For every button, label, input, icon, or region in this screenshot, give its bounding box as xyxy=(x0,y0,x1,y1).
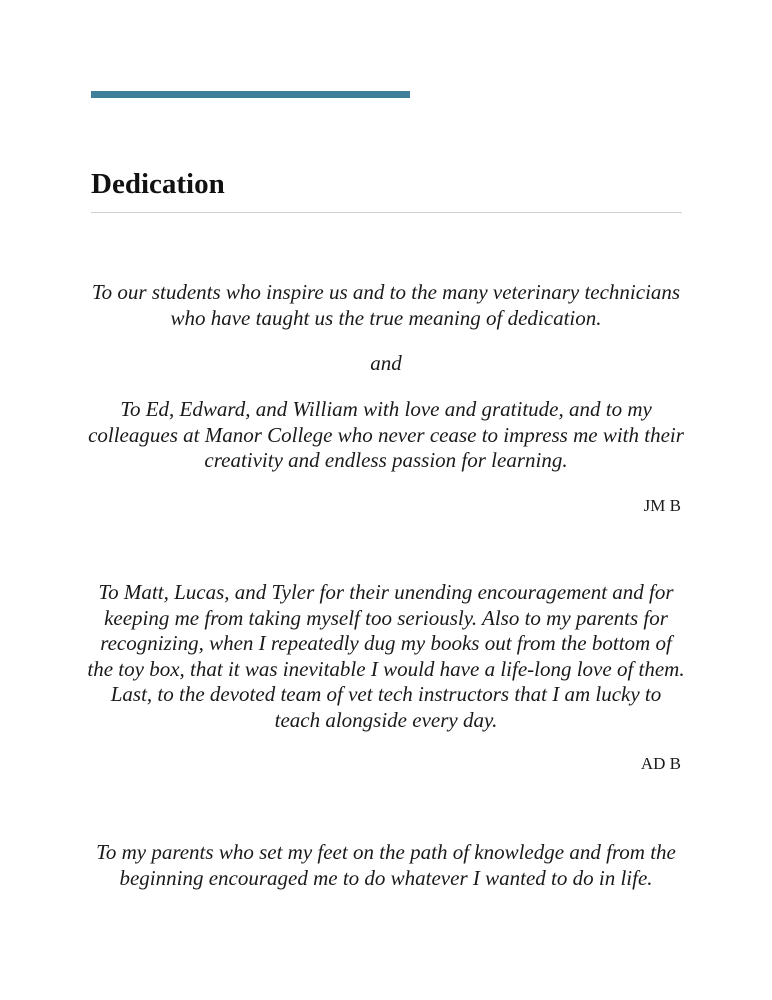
dedication-paragraph-parents: To my parents who set my feet on the path of knowledge and from the beginning encouraged me to do whatever I wanted to do in life. xyxy=(96,840,676,890)
signature-jmb: JM B xyxy=(643,496,681,515)
dedication-paragraph-adb: To Matt, Lucas, and Tyler for their unending encouragement and for keeping me from taking myself too seriously. Also to my parents for recognizing, when I repeatedly dug my books out from the bottom of the toy box, that it was inevitable I would have a life-long love of them. Last, to the devoted team of vet tech instructors that I am lucky to teach alongside every day. xyxy=(87,580,685,732)
dedication-conjunction: and xyxy=(370,351,402,375)
page-title: Dedication xyxy=(91,168,225,200)
title-divider xyxy=(91,212,682,213)
header-accent-bar xyxy=(91,91,410,98)
dedication-paragraph-students: To our students who inspire us and to the many veterinary technicians who have taught us the true meaning of dedication. xyxy=(91,280,681,330)
dedication-paragraph-jmb: To Ed, Edward, and William with love and gratitude, and to my colleagues at Manor College who never cease to impress me with their creativity and endless passion for learning. xyxy=(88,397,684,472)
signature-adb: AD B xyxy=(640,754,681,773)
